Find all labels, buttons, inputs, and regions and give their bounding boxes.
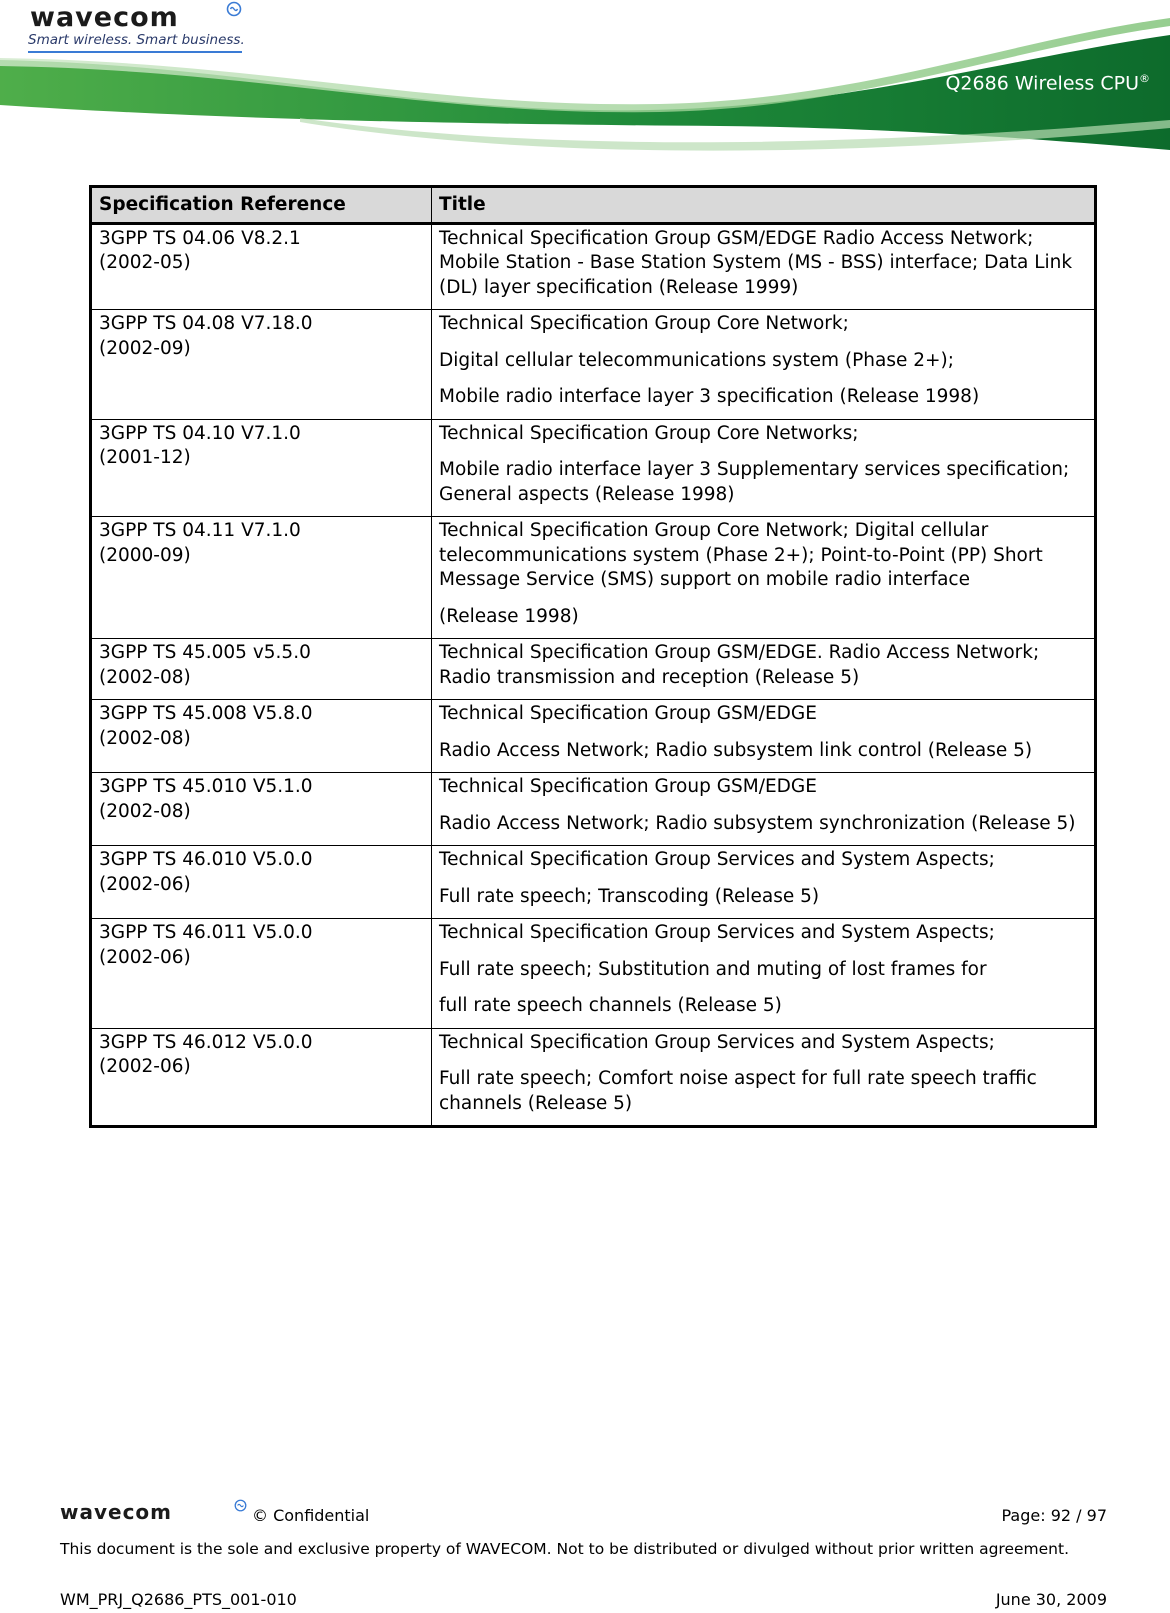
spec-reference-cell — [91, 700, 432, 773]
footer-wavecom-logo: wavecom — [60, 1500, 173, 1524]
spec-title-paragraph: Full rate speech; Comfort noise aspect for full rate speech traffic channels (Release 5) — [439, 1068, 1037, 1114]
spec-title-cell — [432, 310, 1096, 420]
spec-reference-cell — [91, 517, 432, 639]
spec-title-paragraph: Technical Specification Group Core Network; — [439, 313, 849, 334]
column-header-reference: Specification Reference — [91, 187, 432, 224]
spec-reference: 3GPP TS 45.008 V5.8.0 — [99, 703, 313, 724]
spec-reference: 3GPP TS 04.11 V7.1.0 — [99, 520, 301, 541]
specification-table — [89, 185, 1097, 1128]
spec-reference-cell — [91, 419, 432, 517]
spec-reference: 3GPP TS 04.06 V8.2.1 — [99, 227, 301, 249]
spec-title-paragraph: Technical Specification Group Services and System Aspects; — [439, 1031, 995, 1053]
table-row — [91, 419, 1096, 517]
table-row — [91, 223, 1096, 310]
spec-title-cell — [432, 419, 1096, 517]
spec-title-cell — [432, 919, 1096, 1029]
spec-title-paragraph: (Release 1998) — [439, 605, 579, 627]
spec-reference: 3GPP TS 04.08 V7.18.0 — [99, 313, 313, 334]
spec-reference-cell — [91, 846, 432, 919]
spec-reference: 3GPP TS 45.005 v5.5.0 — [99, 642, 311, 663]
logo-tagline: Smart wireless. Smart business. — [28, 32, 245, 48]
table-row — [91, 700, 1096, 773]
footer-notice: This document is the sole and exclusive property of WAVECOM. Not to be distributed or divulged without prior written agreement. — [60, 1540, 1069, 1558]
table-body — [91, 223, 1096, 1127]
spec-title-paragraph: Technical Specification Group GSM/EDGE Radio Access Network; Mobile Station - Base Station System (MS - BSS) interface; Data Link (DL) layer specification (Release 1999) — [439, 227, 1073, 298]
table-row — [91, 639, 1096, 700]
logo-underline — [28, 51, 242, 53]
spec-reference-cell — [91, 1028, 432, 1127]
page-header — [0, 0, 1170, 165]
spec-title-paragraph: Full rate speech; Substitution and muting of lost frames for — [439, 958, 987, 980]
spec-title-paragraph: Technical Specification Group GSM/EDGE. Radio Access Network; Radio transmission and reception (Release 5) — [439, 642, 1040, 688]
spec-title-cell — [432, 517, 1096, 639]
logo-swirl-icon — [226, 1, 242, 17]
footer-logo-swirl-icon — [234, 1499, 247, 1512]
spec-date: (2002-05) — [99, 252, 191, 273]
spec-reference: 3GPP TS 46.010 V5.0.0 — [99, 849, 313, 870]
spec-title-cell — [432, 700, 1096, 773]
spec-date: (2002-06) — [99, 946, 191, 968]
spec-title-paragraph: Technical Specification Group Core Networks; — [439, 422, 859, 444]
spec-date: (2002-09) — [99, 337, 191, 359]
table-row — [91, 517, 1096, 639]
product-title-text: Q2686 Wireless CPU — [945, 72, 1139, 95]
footer-page-number: Page: 92 / 97 — [1001, 1506, 1107, 1525]
spec-date: (2001-12) — [99, 447, 191, 468]
product-title — [945, 72, 1150, 94]
spec-title-cell — [432, 223, 1096, 310]
table-header-row — [91, 187, 1096, 224]
table-row — [91, 310, 1096, 420]
spec-date: (2002-08) — [99, 800, 191, 822]
spec-reference: 3GPP TS 04.10 V7.1.0 — [99, 422, 301, 444]
footer-date: June 30, 2009 — [995, 1590, 1107, 1609]
spec-date: (2002-06) — [99, 1056, 191, 1077]
spec-title-cell — [432, 1028, 1096, 1127]
spec-date: (2000-09) — [99, 544, 191, 566]
spec-reference-cell — [91, 919, 432, 1029]
spec-title-cell — [432, 846, 1096, 919]
spec-title-paragraph: Technical Specification Group GSM/EDGE — [439, 703, 817, 724]
spec-title-paragraph: Mobile radio interface layer 3 Supplementary services specification; General aspects (Release 1998) — [439, 459, 1070, 505]
spec-reference: 3GPP TS 45.010 V5.1.0 — [99, 776, 313, 797]
spec-date: (2002-08) — [99, 666, 191, 688]
wavecom-logo: wavecom — [30, 2, 179, 33]
spec-reference: 3GPP TS 46.012 V5.0.0 — [99, 1031, 313, 1053]
spec-title-paragraph: Mobile radio interface layer 3 specification (Release 1998) — [439, 386, 980, 407]
spec-reference-cell — [91, 639, 432, 700]
spec-reference: 3GPP TS 46.011 V5.0.0 — [99, 922, 313, 943]
footer-confidential: © Confidential — [252, 1506, 370, 1525]
spec-date: (2002-08) — [99, 727, 191, 749]
spec-title-cell — [432, 639, 1096, 700]
table-row — [91, 1028, 1096, 1127]
spec-title-paragraph: Digital cellular telecommunications system (Phase 2+); — [439, 349, 954, 371]
spec-title-paragraph: Technical Specification Group Services and System Aspects; — [439, 849, 995, 870]
column-header-title: Title — [432, 187, 1096, 224]
spec-reference-cell — [91, 773, 432, 846]
spec-reference-cell — [91, 310, 432, 420]
spec-title-paragraph: Radio Access Network; Radio subsystem link control (Release 5) — [439, 739, 1033, 761]
spec-title-paragraph: full rate speech channels (Release 5) — [439, 995, 782, 1016]
table-row — [91, 919, 1096, 1029]
spec-reference-cell — [91, 223, 432, 310]
footer-doc-reference: WM_PRJ_Q2686_PTS_001-010 — [60, 1590, 297, 1609]
table-row — [91, 773, 1096, 846]
spec-title-paragraph: Technical Specification Group Services and System Aspects; — [439, 922, 995, 943]
table-row — [91, 846, 1096, 919]
spec-title-paragraph: Technical Specification Group Core Network; Digital cellular telecommunications system (Phase 2+); Point-to-Point (PP) Short Message Service (SMS) support on mobile radio interface — [439, 520, 1043, 590]
spec-title-paragraph: Technical Specification Group GSM/EDGE — [439, 776, 817, 797]
spec-title-cell — [432, 773, 1096, 846]
spec-title-paragraph: Full rate speech; Transcoding (Release 5) — [439, 885, 820, 907]
spec-title-paragraph: Radio Access Network; Radio subsystem synchronization (Release 5) — [439, 812, 1076, 834]
spec-date: (2002-06) — [99, 873, 191, 895]
registered-mark: ® — [1139, 72, 1150, 85]
